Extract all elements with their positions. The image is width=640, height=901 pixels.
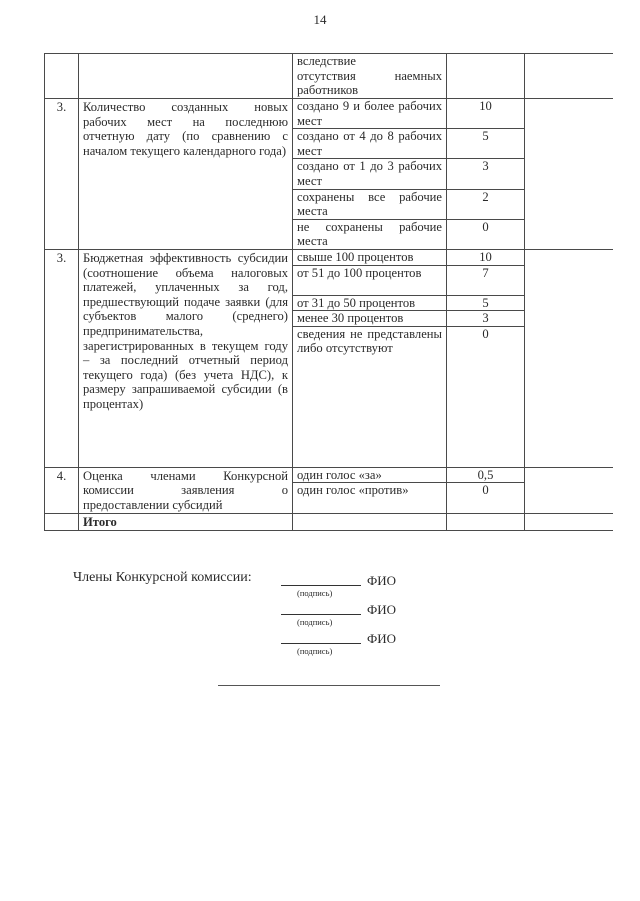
extra-cell: [525, 467, 613, 514]
extra-cell: [525, 514, 613, 531]
score-cell: 5: [447, 129, 525, 159]
continuation-line: работников: [297, 83, 359, 98]
row-number: 3.: [45, 249, 79, 467]
score-cell: 3: [447, 159, 525, 189]
option-text: создано от 4 до 8 рабочих мест: [293, 129, 447, 159]
option-text: [293, 54, 447, 99]
score-cell: 0: [447, 219, 525, 249]
score-cell: 3: [447, 311, 525, 327]
option-text: не сохранены рабочие места: [293, 219, 447, 249]
score-cell: 7: [447, 265, 525, 295]
signature-caption: (подпись): [297, 617, 333, 627]
table-row-continuation: [45, 54, 613, 99]
criteria-table: [44, 53, 613, 531]
continuation-line: вследствие: [297, 54, 356, 68]
option-text: один голос «за»: [293, 467, 447, 483]
signature-line: [281, 585, 361, 586]
signature-caption: (подпись): [297, 588, 333, 598]
table-row: [45, 249, 613, 265]
option-text: менее 30 процентов: [293, 311, 447, 327]
option-text: [293, 514, 447, 531]
extra-cell: [525, 249, 613, 467]
score-cell: 0: [447, 326, 525, 467]
option-text: создано 9 и более рабочих мест: [293, 99, 447, 129]
table-row-total: [45, 514, 613, 531]
signature-caption: (подпись): [297, 646, 333, 656]
score-cell: 0,5: [447, 467, 525, 483]
signatures-label: Члены Конкурсной комиссии:: [73, 570, 252, 585]
option-text: от 51 до 100 процентов: [293, 265, 447, 295]
criterion-cell: [79, 54, 293, 99]
signature-fio: ФИО: [367, 573, 397, 588]
signatures-block: [0, 570, 640, 660]
signature-row: [281, 570, 431, 600]
signature-fio: ФИО: [367, 602, 397, 617]
score-cell: 10: [447, 249, 525, 265]
option-text: создано от 1 до 3 рабочих мест: [293, 159, 447, 189]
score-cell: 5: [447, 295, 525, 311]
criterion-cell: [79, 514, 293, 531]
criterion-cell: Количество созданных новых рабочих мест на последнюю отчетную дату (по сравнению с началом текущего календарного года): [79, 99, 293, 250]
total-label: Итого: [83, 515, 117, 530]
option-text: от 31 до 50 процентов: [293, 295, 447, 311]
option-text: один голос «против»: [293, 483, 447, 514]
extra-cell: [525, 54, 613, 99]
signature-row: [281, 628, 431, 658]
criterion-cell: Оценка членами Конкурсной комиссии заявления о предоставлении субсидий: [79, 467, 293, 514]
option-text: сведения не представлены либо отсутствуют: [293, 326, 447, 467]
row-number: 4.: [45, 467, 79, 514]
signature-line: [281, 614, 361, 615]
score-cell: 10: [447, 99, 525, 129]
signature-row: [281, 599, 431, 629]
score-cell: [447, 54, 525, 99]
page-number: 14: [313, 12, 327, 27]
bottom-rule: [218, 685, 440, 686]
option-text: сохранены все рабочие места: [293, 189, 447, 219]
signature-line: [281, 643, 361, 644]
row-number: [45, 54, 79, 99]
table-row: [45, 99, 613, 129]
option-text: свыше 100 процентов: [293, 249, 447, 265]
score-cell: 0: [447, 483, 525, 514]
signature-fio: ФИО: [367, 631, 397, 646]
continuation-line: отсутствия наемных: [297, 68, 442, 83]
row-number: [45, 514, 79, 531]
score-cell: 2: [447, 189, 525, 219]
row-number: 3.: [45, 99, 79, 250]
table-row: [45, 467, 613, 483]
extra-cell: [525, 99, 613, 250]
score-cell: [447, 514, 525, 531]
criterion-cell: Бюджетная эффективность субсидии (соотношение объема налоговых платежей, уплаченных за год, предшествующий подаче заявки (для субъектов малого (среднего) предпринимательства, зарегистрированных в текущем году – за последний отчетный период текущего года) (без учета НДС), к размеру запрашиваемой субсидии (в процентах): [79, 249, 293, 467]
